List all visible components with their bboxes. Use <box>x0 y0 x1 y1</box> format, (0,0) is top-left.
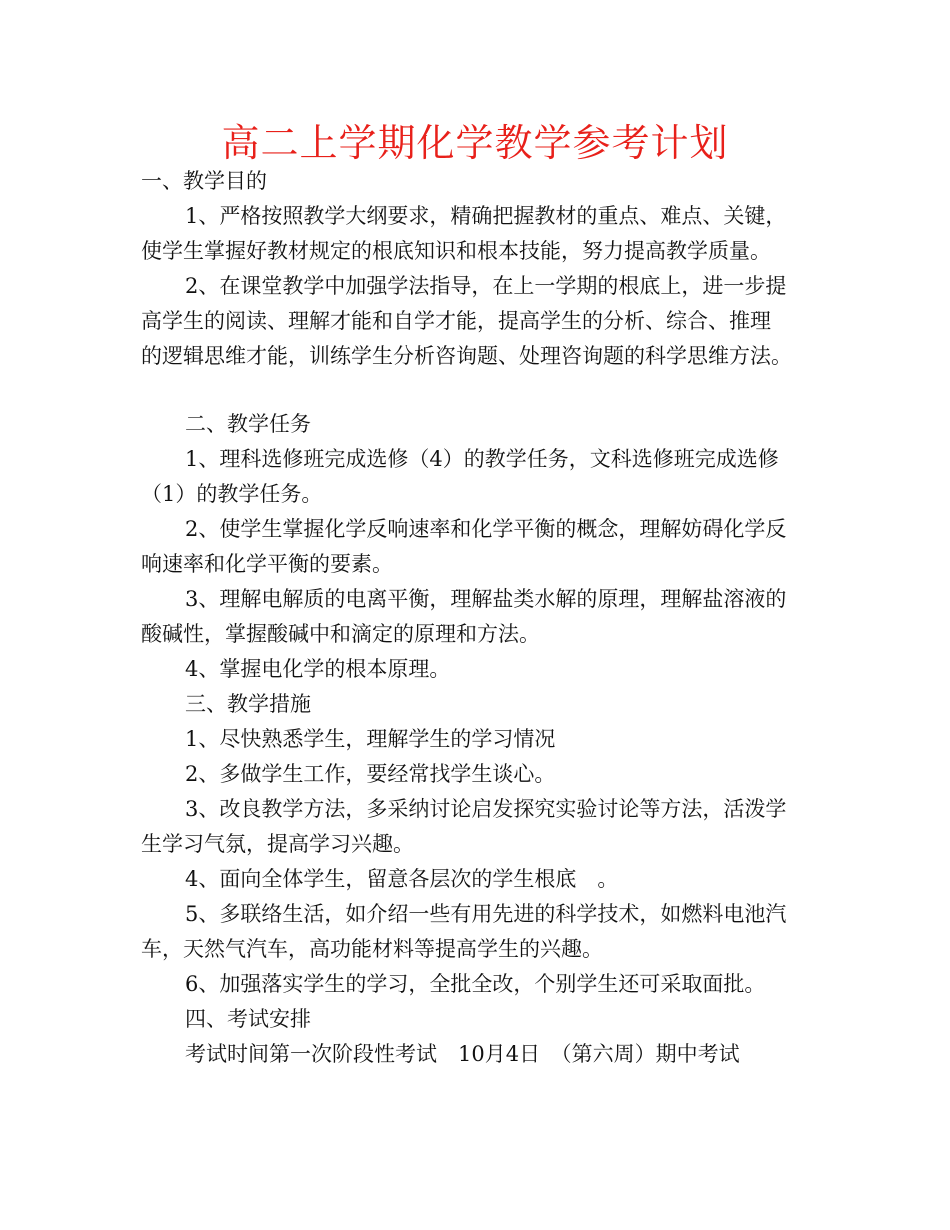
section-heading-exams: 四、考试安排 <box>185 1007 311 1031</box>
section-heading-objectives: 一、教学目的 <box>141 169 267 193</box>
paragraph-line: 2、在课堂教学中加强学法指导，在上一学期的根底上，进一步提 <box>185 274 787 298</box>
document-title: 高二上学期化学教学参考计划 <box>221 121 729 165</box>
paragraph-line: 2、使学生掌握化学反响速率和化学平衡的概念，理解妨碍化学反 <box>185 517 787 541</box>
paragraph-line: 2、多做学生工作，要经常找学生谈心。 <box>185 762 556 786</box>
paragraph-line: 5、多联络生活，如介绍一些有用先进的科学技术，如燃料电池汽 <box>185 902 787 926</box>
paragraph-line: 6、加强落实学生的学习，全批全改，个别学生还可采取面批。 <box>185 972 766 996</box>
paragraph-line: 酸碱性，掌握酸碱中和滴定的原理和方法。 <box>141 622 540 646</box>
paragraph-line: 3、改良教学方法，多采纳讨论启发探究实验讨论等方法，活泼学 <box>185 797 787 821</box>
paragraph-line: 1、严格按照教学大纲要求，精确把握教材的重点、难点、关键， <box>185 204 787 228</box>
paragraph-line: 高学生的阅读、理解才能和自学才能，提高学生的分析、综合、推理 <box>141 309 771 333</box>
paragraph-line: 3、理解电解质的电离平衡，理解盐类水解的原理，理解盐溶液的 <box>185 587 787 611</box>
paragraph-line: （1）的教学任务。 <box>141 482 323 506</box>
paragraph-line: 响速率和化学平衡的要素。 <box>141 552 393 576</box>
document-body <box>141 164 831 1072</box>
paragraph-line: 1、理科选修班完成选修（4）的教学任务，文科选修班完成选修 <box>185 447 779 471</box>
paragraph-line: 考试时间第一次阶段性考试 10月4日 （第六周）期中考试 <box>185 1042 740 1066</box>
paragraph-line: 1、尽快熟悉学生，理解学生的学习情况 <box>185 727 556 751</box>
paragraph-line: 4、掌握电化学的根本原理。 <box>185 657 451 681</box>
paragraph-line: 的逻辑思维才能，训练学生分析咨询题、处理咨询题的科学思维方法。 <box>141 344 792 368</box>
section-heading-measures: 三、教学措施 <box>185 692 311 716</box>
paragraph-line: 使学生掌握好教材规定的根底知识和根本技能，努力提高教学质量。 <box>141 239 771 263</box>
section-spacer <box>141 374 831 407</box>
paragraph-line: 车，天然气汽车，高功能材料等提高学生的兴趣。 <box>141 937 603 961</box>
section-heading-tasks: 二、教学任务 <box>185 412 311 436</box>
paragraph-line: 生学习气氛，提高学习兴趣。 <box>141 832 414 856</box>
paragraph-line: 4、面向全体学生，留意各层次的学生根底 。 <box>185 867 619 891</box>
